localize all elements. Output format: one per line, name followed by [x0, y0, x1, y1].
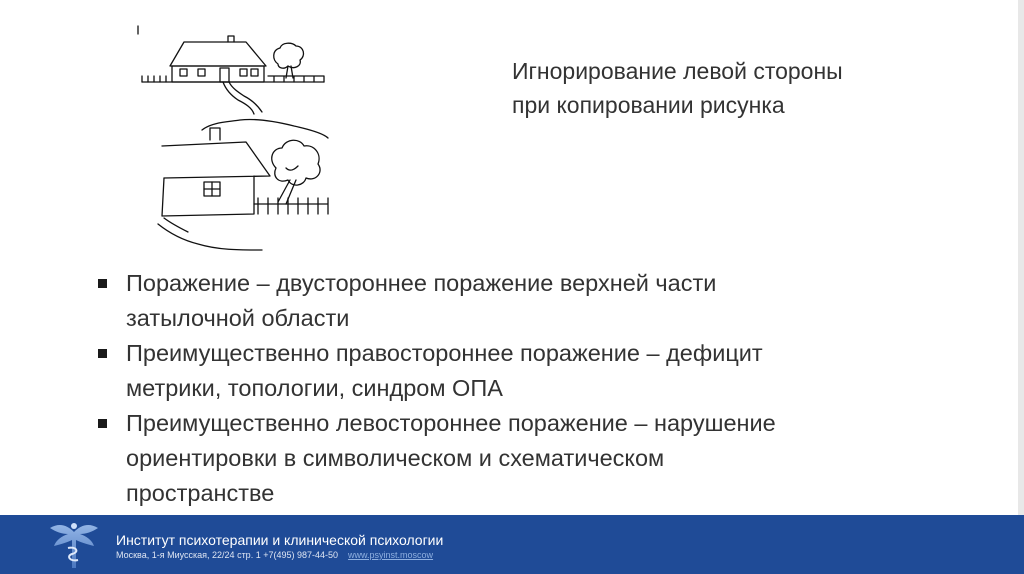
slide-edge	[1018, 0, 1024, 515]
model-house	[142, 36, 324, 114]
drawing-caption	[512, 54, 843, 122]
bullet-text-line: Поражение – двустороннее поражение верхней части	[126, 270, 717, 296]
bullet-text-line: затылочной области	[126, 305, 350, 331]
square-bullet-icon	[98, 419, 107, 428]
footer-address	[116, 550, 433, 561]
square-bullet-icon	[98, 349, 107, 358]
bullet-item	[96, 336, 986, 406]
institute-logo-icon	[46, 518, 102, 572]
house-copy-drawing	[128, 18, 348, 258]
footer-address-text: Москва, 1-я Миусская, 22/24 стр. 1 +7(495) 987-44-50	[116, 550, 339, 560]
bullet-text-line: пространстве	[126, 480, 275, 506]
caption-line: при копировании рисунка	[512, 92, 785, 118]
bullet-text-line: Преимущественно левостороннее поражение – нарушение	[126, 410, 776, 436]
bullet-item	[96, 266, 986, 336]
copied-house	[158, 119, 328, 250]
footer-bar	[0, 515, 1024, 574]
footer-website-link[interactable]: www.psyinst.moscow	[348, 550, 434, 560]
footer-org-name: Институт психотерапии и клинической психологии	[116, 532, 444, 548]
square-bullet-icon	[98, 279, 107, 288]
bullet-item	[96, 406, 986, 511]
bullet-text-line: метрики, топологии, синдром ОПА	[126, 375, 503, 401]
bullet-list	[96, 266, 986, 511]
bullet-text-line: ориентировки в символическом и схематическом	[126, 445, 665, 471]
caption-line: Игнорирование левой стороны	[512, 58, 843, 84]
bullet-text-line: Преимущественно правостороннее поражение – дефицит	[126, 340, 763, 366]
